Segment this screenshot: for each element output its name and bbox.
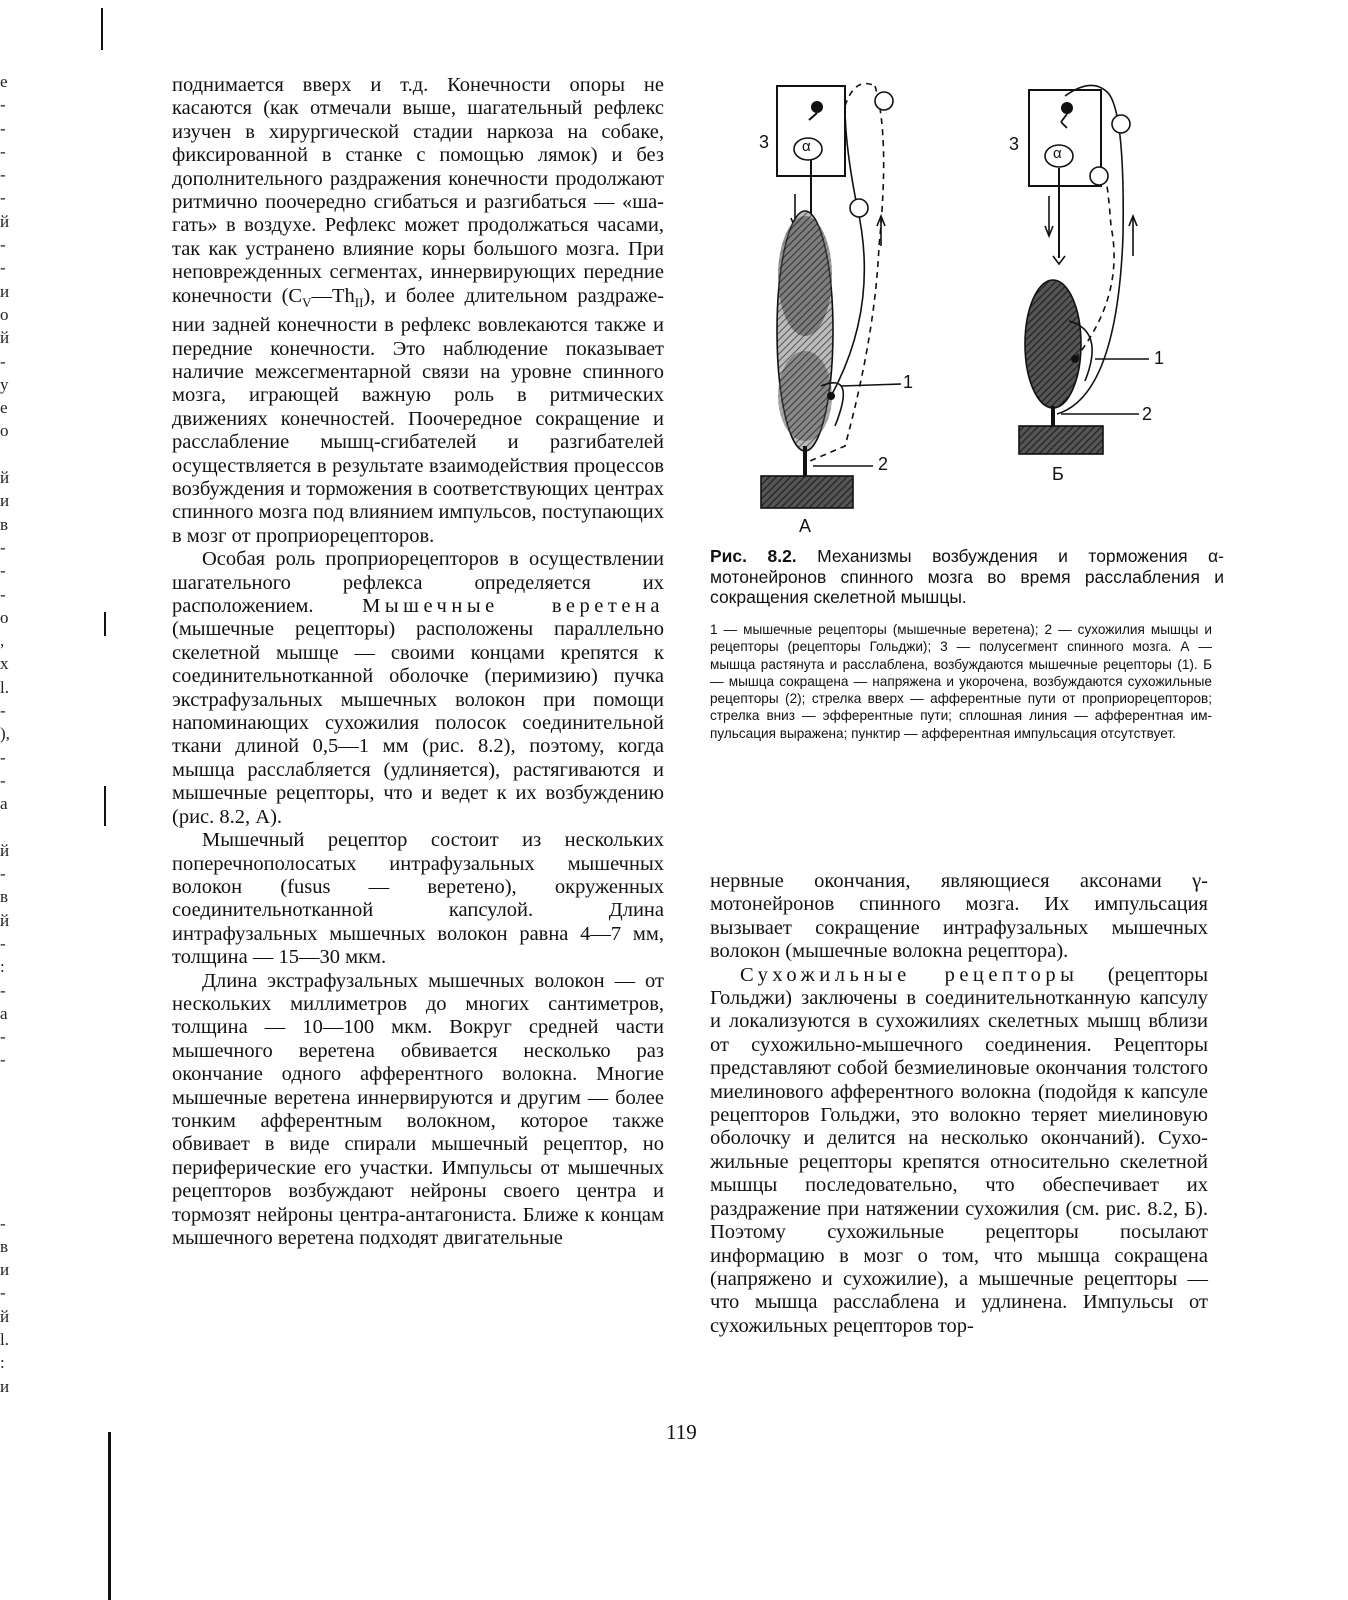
margin-fragment: а <box>0 794 8 814</box>
margin-fragment <box>0 816 28 839</box>
margin-fragment: , <box>0 631 5 651</box>
alpha-label-panel-b: α <box>1053 145 1062 162</box>
scan-artifact-mark <box>104 612 106 636</box>
margin-fragment: й <box>0 1306 10 1326</box>
margin-fragment <box>0 1118 28 1141</box>
margin-fragment: в <box>0 887 9 907</box>
margin-fragment: й <box>0 211 10 231</box>
adjacent-page-margin <box>0 70 28 1398</box>
margin-fragment: - <box>0 141 6 161</box>
margin-fragment <box>0 1165 28 1188</box>
scan-artifact-line-top <box>101 8 103 50</box>
margin-fragment: - <box>0 1050 6 1070</box>
margin-fragment: - <box>0 561 6 581</box>
figure-diagram <box>745 76 1245 546</box>
label-3-panel-b: 3 <box>1009 134 1020 154</box>
margin-fragment: - <box>0 165 6 185</box>
scan-artifact-line-bottom <box>108 1432 111 1600</box>
margin-fragment: - <box>0 747 6 767</box>
margin-fragment: - <box>0 1027 6 1047</box>
margin-fragment: х <box>0 654 9 674</box>
margin-fragment <box>0 1095 28 1118</box>
margin-fragment: о <box>0 304 9 324</box>
margin-fragment: й <box>0 910 10 930</box>
margin-fragment: е <box>0 398 8 418</box>
margin-fragment: в <box>0 1236 9 1256</box>
page-number: 119 <box>666 1420 697 1444</box>
panel-a-label: А <box>799 516 812 536</box>
margin-fragment: - <box>0 864 6 884</box>
scan-artifact-mark <box>104 786 106 826</box>
emphasis-spaced: Сухожильные рецепторы <box>740 963 1079 986</box>
margin-fragment: - <box>0 188 6 208</box>
paragraph: Мышечный рецептор состоит из нескольких поперечнополосатых интрафузальных мышечных волокон (fusus — веретено), окруженных соединительнотканной капсулой. Длина интрафузальных мышечных волокон равна 4—7 мм, толщина — 15—30 мкм. <box>172 829 664 969</box>
margin-fragment: й <box>0 840 10 860</box>
margin-fragment <box>0 443 28 466</box>
margin-fragment: й <box>0 328 10 348</box>
margin-fragment: в <box>0 514 9 534</box>
bone-attachment <box>1019 426 1103 454</box>
paragraph: поднимается вверх и т.д. Конечности опоры не касаются (как отмечали выше, шагательный рефлекс изучен в хирургической стадии наркоза на собаке, фиксированной в станке с помощью лямок) и без дополнительного раздражения конечности продолжают ритмично поочередно сгибаться и разгибаться — «шагать» в воздухе. Рефлекс может продолжаться часами, так как устранено влияние коры большого мозга. При неповрежденных сегментах, иннервирующих передние конечности $(C_V—Th_{II})$, и более длительном раздражении задней конечности в рефлекс вовлекаются также и передние конечности. Это наблюдение показывает наличие межсегментарной связи на уровне спинного мозга, играющей важную роль в ритмических движениях конечностей. Поочередное сокращение и расслабление мышц-сгибателей и разгибателей осуществляется в результате взаимодействия процессов возбуждения и торможения в соответствующих центрах спинного мозга под влиянием импульсов, поступающих в мозг от проприорецепторов. <box>172 74 664 547</box>
margin-fragment: и <box>0 491 10 511</box>
margin-fragment: - <box>0 770 6 790</box>
margin-fragment <box>0 1142 28 1165</box>
label-2-panel-b: 2 <box>1142 404 1153 424</box>
margin-fragment: - <box>0 351 6 371</box>
margin-fragment: и <box>0 1376 10 1396</box>
margin-fragment: е <box>0 72 8 91</box>
bone-attachment <box>761 476 853 508</box>
margin-fragment: у <box>0 374 9 394</box>
right-text-column <box>710 870 1208 1338</box>
margin-fragment: й <box>0 468 10 488</box>
margin-fragment: о <box>0 421 9 441</box>
margin-fragment: : <box>0 1353 5 1373</box>
emphasis-spaced: Мышечные веретена <box>362 595 664 618</box>
margin-fragment <box>0 1072 28 1095</box>
margin-fragment: - <box>0 980 6 1000</box>
margin-fragment: ), <box>0 724 10 744</box>
margin-fragment <box>0 1188 28 1211</box>
margin-fragment: и <box>0 1260 10 1280</box>
margin-fragment: - <box>0 1213 6 1233</box>
paragraph: Сухожильные рецепторы (рецепторы Гольджи) заключены в соединительнотканную капсулу и локализуются в сухожилиях скелетных мышц вблизи от сухожильно-мышечного соединения. Рецепторы представляют собой безмиелиновые окончания толстого миелинового афферентного волокна (подойдя к капсуле рецепторов Гольджи, это волокно теряет миелиновую оболочку и делится на несколько окончаний). Сухожильные рецепторы крепятся относительно скелетной мышцы последовательно, что обеспечивает их раздражение при натяжении сухожилия (см. рис. 8.2, Б). Поэтому сухожильные рецепторы посылают информацию в мозг о том, что мышца сокращена (напряжено и сухожилие), а мышечные рецепторы — что мышца расслаблена и удлинена. Импульсы от сухожильных рецепторов тор- <box>710 963 1208 1337</box>
margin-fragment: - <box>0 118 6 138</box>
label-2-panel-a: 2 <box>878 454 889 474</box>
margin-fragment: - <box>0 933 6 953</box>
margin-fragment: о <box>0 607 9 627</box>
margin-fragment: - <box>0 258 6 278</box>
label-3-panel-a: 3 <box>759 132 770 152</box>
panel-b-label: Б <box>1052 464 1064 484</box>
margin-fragment: и <box>0 281 10 301</box>
margin-fragment: l. <box>0 677 9 697</box>
paragraph: Особая роль проприорецепторов в осуществлении шагательного рефлекса определяется их расположением. Мышечные веретена (мышечные рецепторы) расположены параллельно скелетной мышце — своими концами крепятся к соединительнотканной оболочке (перимизию) пучка экстрафузальных мышечных волокон при помощи напоминающих сухожилия полосок соединительной ткани длиной 0,5—1 мм (рис. 8.2), поэтому, когда мышца расслабляется (удлиняется), растягиваются и мышечные рецепторы, что и ведет к их возбуждению (рис. 8.2, А). <box>172 548 664 828</box>
figure-title: Механизмы возбуждения и торможения α-мотонейронов спинного мозга во время расслабления и сокращения скелетной мышцы. <box>710 546 1224 607</box>
margin-fragment: - <box>0 584 6 604</box>
label-1-panel-b: 1 <box>1154 348 1165 368</box>
alpha-label-panel-a: α <box>802 138 811 155</box>
muscle-belly <box>1025 280 1081 408</box>
neuron-body <box>1061 102 1073 114</box>
margin-fragment: - <box>0 95 6 115</box>
figure-legend: 1 — мышечные рецепторы (мышечные веретена); 2 — сухожилия мышцы и рецепторы (рецепторы Гольджи); 3 — полусегмент спинного мозга. А — мышца растянута и расслаблена, возбуждаются мышечные рецепторы (1). Б — мышца сокращена — напряжена и укорочена, возбуждаются сухожильные рецепторы (2); стрелка вверх — афферентные пути от проприорецепторов; стрелка вниз — эфферентные пути; сплошная линия — афферентная импульсация выражена; пунктир — афферентная импульсация отсутствует. <box>710 622 1212 741</box>
left-text-column <box>172 74 664 1250</box>
margin-fragment: : <box>0 957 5 977</box>
paragraph: нервные окончания, являющиеся аксонами γ-мотонейронов спинного мозга. Их импульсация вызывает сокращение интрафузальных мышечных волокон (мышечные волокна рецептора). <box>710 870 1208 963</box>
panel-a-diagram <box>761 84 901 509</box>
paragraph: Длина экстрафузальных мышечных волокон — от нескольких миллиметров до многих сантиметров, толщина — 10—100 мкм. Вокруг средней части мышечного веретена обвивается несколько раз окончание одного афферентного волокна. Многие мышечные веретена иннервируются и другим — более тонким афферентным волокном, которое также обвивает в виде спирали мышечный рецептор, но периферические его участки. Импульсы от мышечных рецепторов возбуждают нейроны своего центра и тормозят нейроны центра-антагониста. Ближе к концам мышечного веретена подходят двигательные <box>172 969 664 1249</box>
label-1-panel-a: 1 <box>903 372 914 392</box>
figure-number: Рис. 8.2. <box>710 546 797 566</box>
margin-fragment: l. <box>0 1330 9 1350</box>
margin-fragment: - <box>0 235 6 255</box>
figure-8-2 <box>745 76 1245 546</box>
figure-caption <box>710 546 1224 608</box>
margin-fragment: - <box>0 1283 6 1303</box>
margin-fragment: а <box>0 1003 8 1023</box>
panel-b-diagram <box>1019 85 1149 454</box>
neuron-body <box>811 101 823 113</box>
margin-fragment: - <box>0 701 6 721</box>
margin-fragment: - <box>0 537 6 557</box>
